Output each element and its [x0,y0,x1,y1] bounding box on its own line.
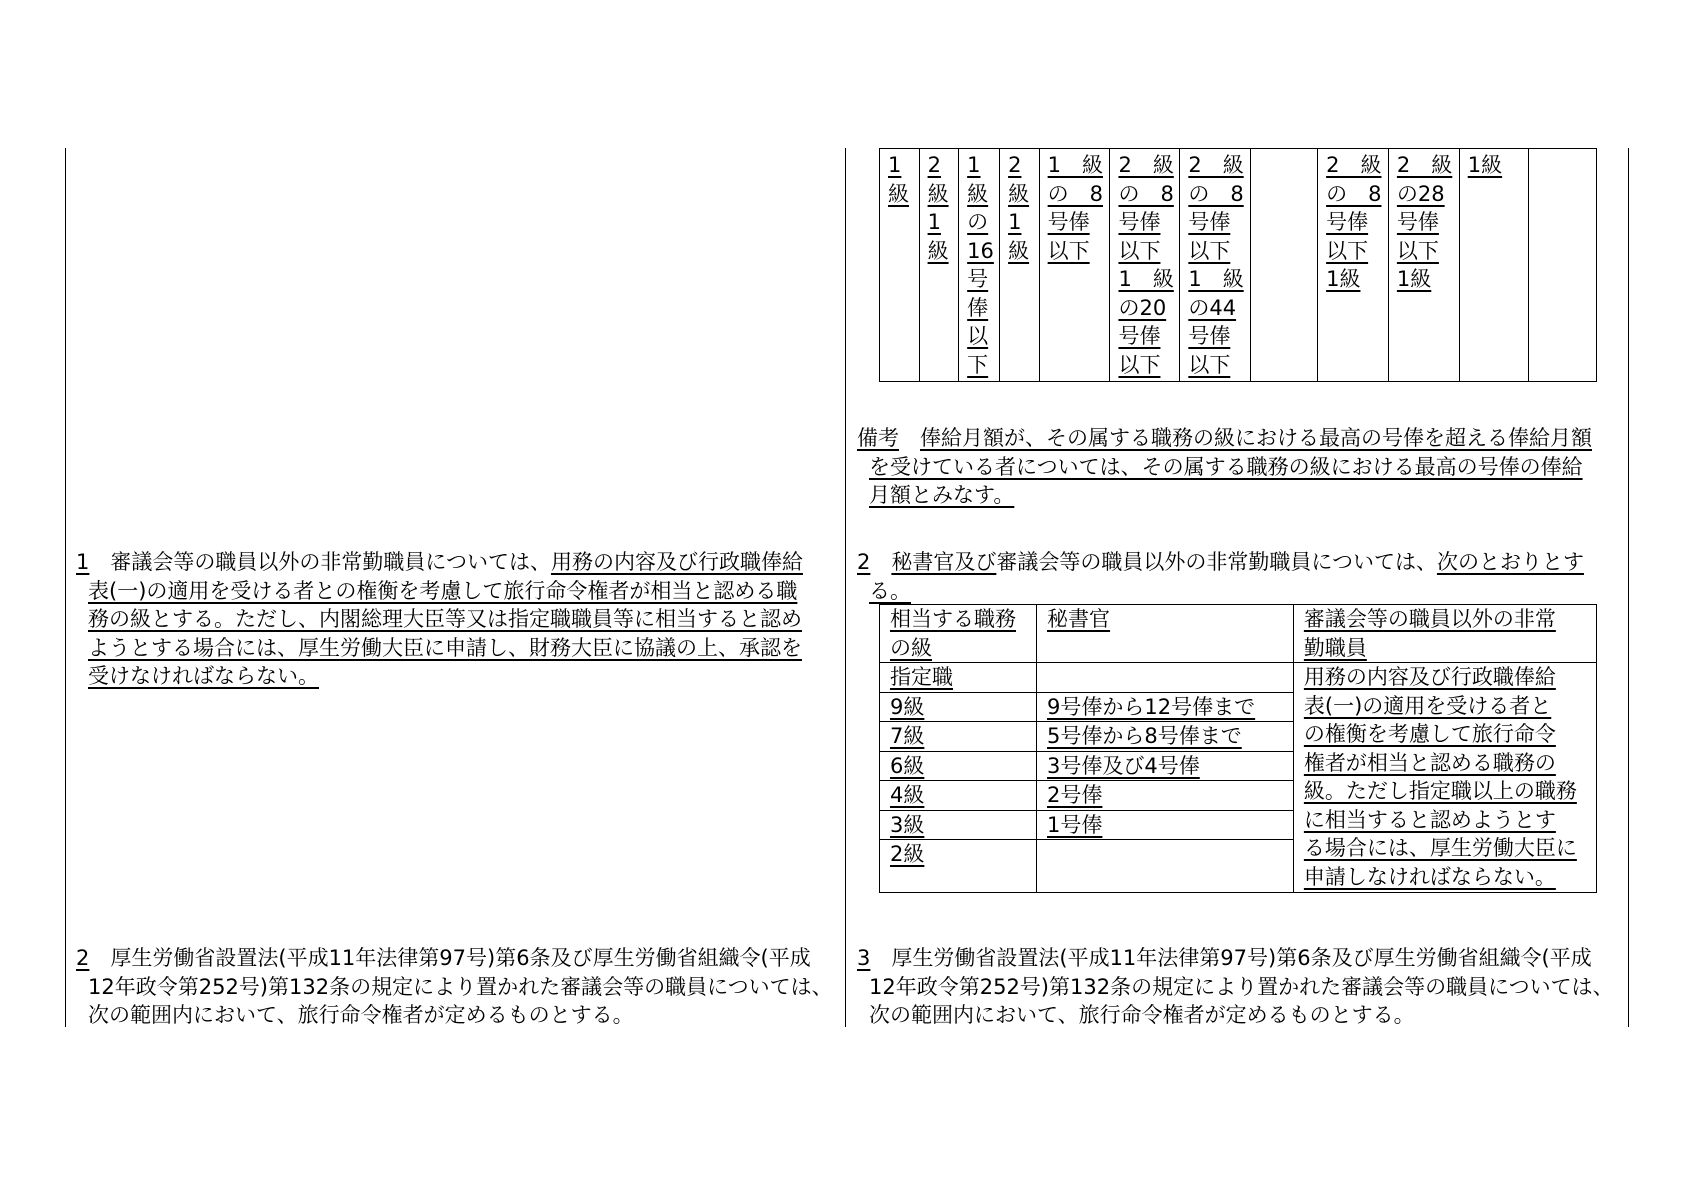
header-text: 審議会等の職員以外の非常 [1303,607,1556,631]
table-row [880,663,1597,693]
secretary-cell [1037,840,1294,893]
cell-text: 2 級 [1188,153,1244,177]
text-segment: 月額とみなす。 [869,483,1015,507]
cell-line [1048,208,1106,237]
grade-text: 2級 [890,842,925,866]
cell-text: の 8 [1047,181,1104,206]
text-segment: 12年政令第252号)第132条の規定により置かれた審議会等の職員については、 [869,974,1614,999]
header-cell [1293,605,1596,663]
cell-line [1397,208,1455,237]
text-line [76,605,835,634]
cell-line [1048,237,1106,266]
table-cell [1180,149,1251,382]
cell-text: 号俸 [1118,210,1161,234]
text-line [857,1001,1617,1030]
cell-text: 1級 [1396,267,1432,291]
text-segment: 厚生労働省設置法(平成11年法律第97号)第6条及び厚生労働省組織令(平成 [870,946,1592,970]
text-segment: 用務の内容及び行政職俸給 [550,550,803,574]
cell-text: 級。ただし指定職以上の職務 [1303,779,1577,803]
cell-line [888,180,915,209]
cell-line [1118,351,1175,380]
cell-line [928,180,955,209]
text-line [76,1001,835,1030]
cell-line [1188,180,1246,209]
secretary-text: 9号俸から12号俸まで [1047,694,1256,719]
cell-text: 2 級 [1396,153,1453,177]
cell-text: 2 [927,153,941,177]
grade-table [879,148,1597,382]
cell-text: の権衡を考慮して旅行命令 [1303,722,1556,746]
cell-text: の44 [1188,295,1237,320]
cell-text: 以下 [1047,238,1090,263]
cell-text: る場合には、厚生労働大臣に [1303,836,1577,860]
cell-text: 1 [967,153,981,177]
text-segment: 次の範囲内において、旅行命令権者が定めるものとする。 [88,1003,634,1027]
cell-text: の 8 [1188,181,1244,206]
cell-text: 級 [927,181,949,206]
table-cell [1459,149,1528,382]
cell-text: 級 [927,238,949,263]
cell-line [1304,749,1590,778]
cell-text: 1 [888,153,902,177]
cell-text: 1級 [1326,267,1361,291]
table-cell [1000,149,1040,382]
header-line [1304,605,1590,634]
text-segment: 審議会等の職員以外の非常勤職員については、 [996,550,1437,574]
header-cell [880,605,1037,663]
text-line [76,634,835,663]
secretary-text: 5号俸から8号俸まで [1047,724,1242,748]
cell-line [1397,180,1455,209]
cell-line [1326,180,1384,209]
cell-text: 1 [927,210,941,234]
text-line [76,577,835,606]
table-cell [880,149,920,382]
cell-line [1188,265,1246,294]
cell-text: 下 [967,352,989,377]
cell-line [1188,237,1246,266]
text-segment [870,550,891,574]
cell-line [1304,806,1590,835]
cell-line [1118,180,1175,209]
header-line [890,605,1030,634]
cell-line [1008,208,1035,237]
cell-line [888,151,915,180]
cell-text: 権者が相当と認める職務の [1303,750,1556,775]
cell-text: 号俸 [1188,324,1231,348]
table-cell [1529,149,1597,382]
cell-line [1326,151,1384,180]
cell-text: 以下 [1396,238,1439,263]
header-text: 勤職員 [1303,635,1367,660]
table-cell [1318,149,1389,382]
table-cell [1388,149,1459,382]
cell-line [1188,151,1246,180]
cell-text: 以下 [1326,238,1369,263]
table-cell [1251,149,1318,382]
secretary-cell [1037,781,1294,811]
header-cell [1037,605,1294,663]
text-segment: 1 [76,550,90,574]
nonregular-cell [1293,663,1596,893]
cell-line [1326,237,1384,266]
cell-line [1118,322,1175,351]
cell-text: 以下 [1188,352,1231,377]
text-segment: 受けなければならない。 [88,664,319,688]
cell-text: 号 [967,267,989,291]
cell-line [967,180,995,209]
secretary-text: 1号俸 [1047,812,1103,837]
header-text: 相当する職務 [890,607,1016,631]
text-line [857,453,1617,482]
cell-text: 2 [1008,153,1022,177]
cell-text: 号俸 [1118,324,1161,348]
text-segment [899,426,920,450]
text-segment: ようとする場合には、厚生労働大臣に申請し、財務大臣に協議の上、承認を [88,635,802,660]
cell-text: 号俸 [1326,210,1369,234]
cell-text: の28 [1396,181,1445,206]
cell-line [1048,151,1106,180]
secretary-text: 2号俸 [1047,783,1103,807]
cell-text: 以下 [1118,352,1161,377]
cell-line [967,151,995,180]
cell-line [928,208,955,237]
grade-cell [880,781,1037,811]
cell-line [1008,237,1035,266]
cell-line [967,237,995,266]
cell-line [967,208,995,237]
secretary-text: 3号俸及び4号俸 [1047,753,1200,778]
cell-text: 級 [888,181,909,206]
grade-cell [880,751,1037,781]
secretary-cell [1037,663,1294,693]
text-line [76,944,835,973]
cell-line [1304,834,1590,863]
cell-line [1468,151,1524,180]
grade-text: 指定職 [890,665,953,689]
table-header-row [880,605,1597,663]
grade-cell [880,810,1037,840]
cell-text: 1 級 [1047,153,1104,177]
grade-cell [880,663,1037,693]
cell-text: の [967,210,989,234]
text-segment: 12年政令第252号)第132条の規定により置かれた審議会等の職員については、 [88,974,833,999]
text-segment: 次の範囲内において、旅行命令権者が定めるものとする。 [869,1003,1415,1027]
cell-text: 号俸 [1396,210,1439,234]
cell-line [967,322,995,351]
cell-line [1304,777,1590,806]
cell-text: 申請しなければならない。 [1303,864,1556,889]
text-segment: 次のとおりとす [1436,550,1584,574]
grade-cell [880,840,1037,893]
cell-text: 以下 [1118,238,1161,263]
cell-text: 用務の内容及び行政職俸給 [1303,665,1556,689]
cell-line [1326,208,1384,237]
grade-text: 6級 [890,753,925,778]
cell-line [967,294,995,323]
cell-text: 1級 [1467,153,1503,177]
cell-text: 級 [1008,238,1030,263]
cell-line [1118,237,1175,266]
cell-line [1304,720,1590,749]
grade-cell [880,692,1037,722]
secretary-cell [1037,751,1294,781]
table-cell [1110,149,1180,382]
text-line [857,424,1617,453]
text-line [857,973,1617,1002]
text-line [857,548,1617,577]
text-segment: 3 [857,946,871,970]
cell-text: 2 級 [1326,153,1382,177]
cell-line [967,351,995,380]
cell-line [1397,237,1455,266]
text-line [76,548,835,577]
grade-cell [880,722,1037,752]
secretary-cell [1037,692,1294,722]
table-row [880,149,1597,382]
cell-line [967,265,995,294]
text-segment: 秘書官及び [891,550,997,574]
cell-text: 号俸 [1047,210,1090,234]
text-segment: 備考 [857,426,899,450]
right-border [1628,148,1629,1027]
header-text: の級 [890,635,932,660]
cell-line [1008,151,1035,180]
header-line [1304,634,1590,663]
text-segment: 表(一)の適用を受ける者との権衡を考慮して旅行命令権者が相当と認める職 [88,578,798,603]
grade-text: 9級 [890,694,925,719]
cell-text: の20 [1118,295,1167,320]
cell-text: 以 [967,324,989,348]
column-divider [845,148,846,1027]
cell-text: 表(一)の適用を受ける者と [1303,693,1552,718]
cell-text: 俸 [967,295,989,320]
cell-line [928,237,955,266]
cell-text: 級 [1008,181,1030,206]
remarks [857,424,1617,510]
text-segment: 2 [857,550,871,574]
cell-line [1188,208,1246,237]
cell-line [1188,294,1246,323]
cell-text: の 8 [1326,181,1382,206]
cell-line [1118,294,1175,323]
text-segment: を受けている者については、その属する職務の級における最高の号俸の俸給 [869,454,1583,479]
text-segment: る。 [869,578,911,603]
table-cell [959,149,1000,382]
cell-text: 1 級 [1118,267,1174,291]
cell-text: に相当すると認めようとす [1303,807,1556,832]
header-line [1047,605,1287,634]
grade-text: 4級 [890,783,925,807]
text-line [857,944,1617,973]
cell-line [1304,863,1590,892]
cell-text: 1 級 [1188,267,1244,291]
left-paragraph-2 [76,944,835,1030]
cell-text: 2 級 [1118,153,1174,177]
cell-text: 16 [967,238,994,263]
right-paragraph-2 [857,548,1617,605]
cell-line [1397,265,1455,294]
cell-line [1304,663,1590,692]
left-border [65,148,66,1027]
header-line [890,634,1030,663]
text-segment: 2 [76,946,90,970]
text-line [76,973,835,1002]
cell-line [1118,208,1175,237]
cell-text: 号俸 [1188,210,1231,234]
text-line [857,577,1617,606]
text-segment: 俸給月額が、その属する職務の級における最高の号俸を超える俸給月額 [920,426,1592,450]
cell-line [928,151,955,180]
cell-text: 1 [1008,210,1022,234]
text-segment: 務の級とする。ただし、内閣総理大臣等又は指定職職員等に相当すると認め [88,607,802,631]
secretary-grade-table [879,604,1597,893]
grade-text: 7級 [890,724,925,748]
text-line [76,662,835,691]
secretary-cell [1037,810,1294,840]
cell-text: の 8 [1118,181,1174,206]
secretary-cell [1037,722,1294,752]
cell-text: 以下 [1188,238,1231,263]
text-segment: 審議会等の職員以外の非常勤職員については、 [89,550,551,574]
header-text: 秘書官 [1047,607,1111,631]
cell-line [1326,265,1384,294]
cell-line [1118,265,1175,294]
right-paragraph-3 [857,944,1617,1030]
cell-line [1048,180,1106,209]
cell-line [1188,322,1246,351]
cell-text: 級 [967,181,989,206]
left-paragraph-1 [76,548,835,691]
cell-line [1008,180,1035,209]
cell-line [1397,151,1455,180]
text-line [857,481,1617,510]
cell-line [1188,351,1246,380]
grade-text: 3級 [890,812,925,837]
table-cell [1039,149,1110,382]
cell-line [1304,692,1590,721]
cell-line [1118,151,1175,180]
table-cell [919,149,959,382]
text-segment: 厚生労働省設置法(平成11年法律第97号)第6条及び厚生労働省組織令(平成 [89,946,811,970]
